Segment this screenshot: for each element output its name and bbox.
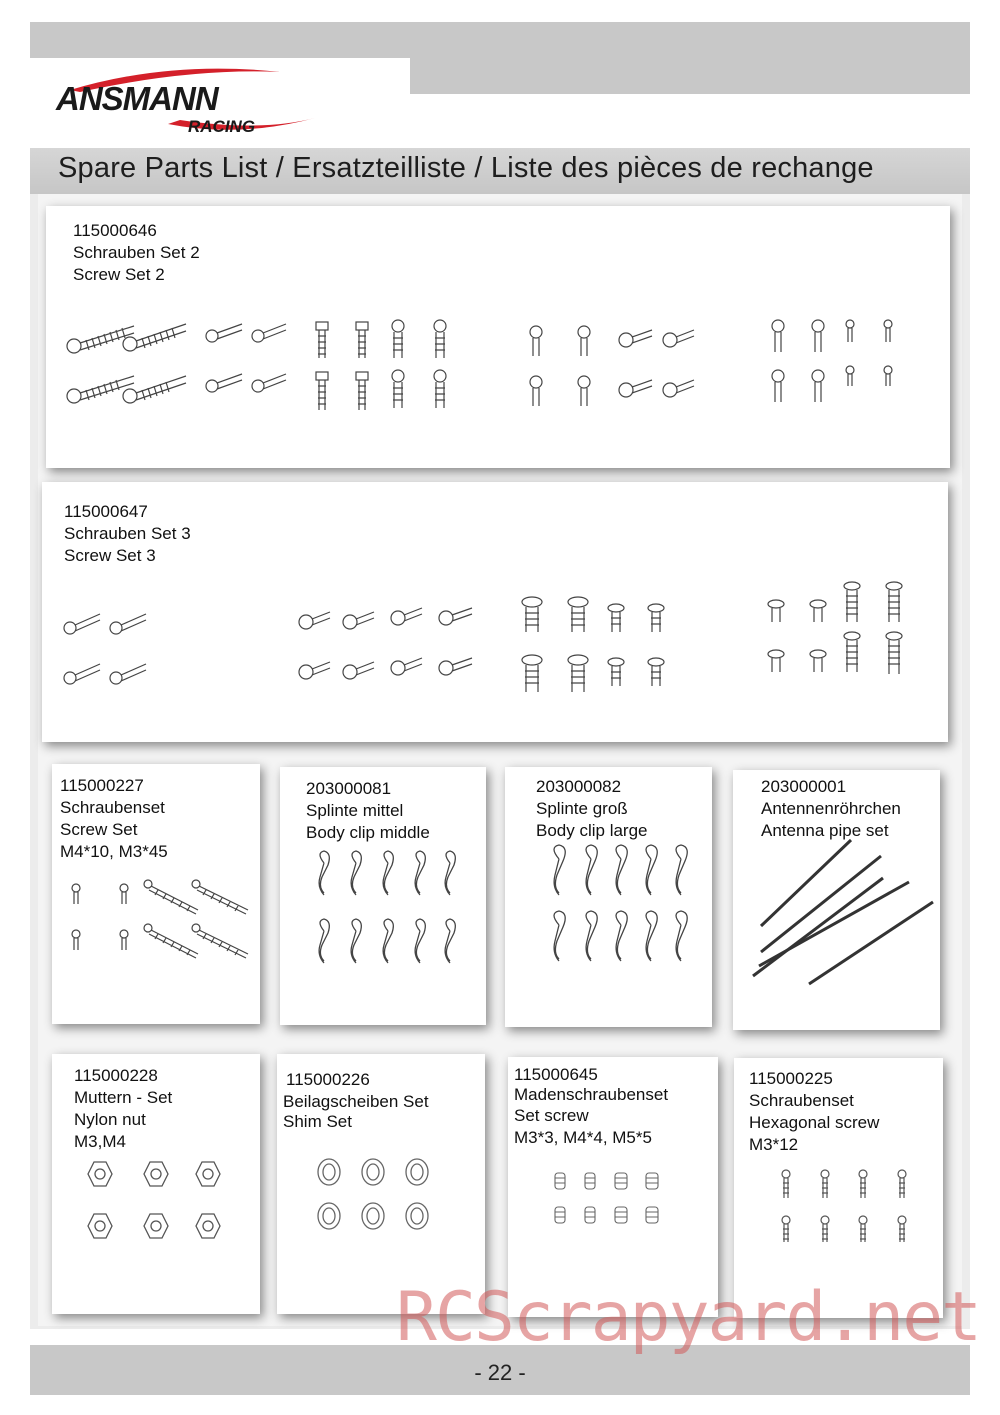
body-clip-icon xyxy=(676,911,687,961)
set-screw-icon xyxy=(585,1173,595,1189)
nut-illustration xyxy=(52,1054,260,1314)
flat-screw-icon xyxy=(568,597,588,632)
vertical-screw-icon xyxy=(434,370,446,408)
shim-washer-icon xyxy=(406,1203,428,1229)
body-clip-icon xyxy=(383,919,393,963)
short-screw-icon xyxy=(391,608,422,625)
short-screw-icon xyxy=(64,664,100,684)
antenna-pipe-icon xyxy=(809,902,933,984)
part-number: 203000001 xyxy=(761,777,847,796)
small-screw-icon xyxy=(72,884,80,904)
body-clip-icon xyxy=(319,851,329,895)
flat-screw-icon xyxy=(648,604,664,632)
body-clip-icon xyxy=(319,919,329,963)
short-screw-icon xyxy=(110,664,146,684)
part-size: M3,M4 xyxy=(74,1132,126,1151)
small-screw-icon xyxy=(812,320,824,352)
hex-screw-icon xyxy=(821,1216,829,1242)
body-clip-icon xyxy=(383,851,393,895)
part-name-de: Schraubenset xyxy=(60,798,165,817)
set-screw-icon xyxy=(585,1207,595,1223)
part-size: M4*10, M3*45 xyxy=(60,842,168,861)
flat-screw-icon xyxy=(844,632,860,672)
button-screw-icon xyxy=(663,330,694,347)
short-screw-icon xyxy=(299,662,330,679)
vertical-screw-icon xyxy=(392,370,404,408)
part-number: 115000227 xyxy=(60,776,144,795)
vertical-screw-icon xyxy=(356,322,368,358)
flat-screw-icon xyxy=(768,600,784,622)
flat-screw-icon xyxy=(522,655,542,692)
part-name-de: Schraubenset xyxy=(749,1091,854,1110)
button-screw-icon xyxy=(663,380,694,397)
page-title: Spare Parts List / Ersatzteilliste / Liste des pièces de rechange xyxy=(58,152,874,184)
hex-screw-icon xyxy=(859,1216,867,1242)
body-clip-icon xyxy=(616,845,627,895)
vertical-screw-icon xyxy=(316,322,328,358)
small-screw-icon xyxy=(72,930,80,950)
hex-screw-icon xyxy=(782,1170,790,1198)
nylon-nut-icon xyxy=(144,1214,168,1238)
clip-illustration xyxy=(280,767,486,1025)
part-number: 115000647 xyxy=(64,502,148,521)
short-screw-icon xyxy=(391,658,422,675)
tiny-screw-icon xyxy=(846,366,854,386)
long-screw-icon xyxy=(192,924,248,958)
svg-text:ANSMANN: ANSMANN xyxy=(56,80,218,117)
flat-screw-icon xyxy=(522,597,542,632)
flat-screw-icon xyxy=(810,650,826,672)
part-number: 115000228 xyxy=(74,1066,158,1085)
part-name-en: Shim Set xyxy=(283,1112,352,1131)
flat-screw-icon xyxy=(568,655,588,692)
short-screw-icon xyxy=(206,374,242,392)
svg-text:RACING: RACING xyxy=(188,117,256,136)
vertical-screw-icon xyxy=(316,372,328,410)
part-size: M3*12 xyxy=(749,1135,799,1154)
nylon-nut-icon xyxy=(144,1162,168,1186)
part-panel-115000647 xyxy=(42,482,948,742)
part-panel-115000227 xyxy=(52,764,260,1024)
vertical-screw-icon xyxy=(434,320,446,358)
part-name-en: Nylon nut xyxy=(74,1110,146,1129)
part-name-de: Madenschraubenset xyxy=(514,1085,669,1104)
small-screw-icon xyxy=(120,930,128,950)
body-clip-icon xyxy=(646,911,657,961)
vertical-screw-icon xyxy=(356,372,368,410)
part-name-en: Screw Set 2 xyxy=(73,265,165,284)
part-name-de: Schrauben Set 3 xyxy=(64,524,191,543)
part-name-de: Beilagscheiben Set xyxy=(283,1092,429,1111)
long-screw-icon xyxy=(123,376,186,403)
part-name-en: Hexagonal screw xyxy=(749,1113,880,1132)
part-name-de: Antennenröhrchen xyxy=(761,799,901,818)
body-clip-icon xyxy=(586,845,597,895)
hex-screw-icon xyxy=(859,1170,867,1198)
small-screw-icon xyxy=(772,370,784,402)
small-screw-icon xyxy=(812,370,824,402)
tiny-screw-icon xyxy=(884,320,892,342)
clip-illustration xyxy=(505,767,712,1027)
tiny-screw-icon xyxy=(846,320,854,342)
part-panel-203000081 xyxy=(280,767,486,1025)
part-panel-203000082 xyxy=(505,767,712,1027)
flat-screw-icon xyxy=(886,582,902,622)
flat-screw-icon xyxy=(768,650,784,672)
part-name-en: Body clip large xyxy=(536,821,648,840)
short-screw-icon xyxy=(343,612,374,629)
part-name-en: Antenna pipe set xyxy=(761,821,889,840)
button-screw-icon xyxy=(578,376,590,406)
part-number: 115000645 xyxy=(514,1065,598,1084)
part-number: 115000225 xyxy=(749,1069,833,1088)
nylon-nut-icon xyxy=(196,1162,220,1186)
set-screw-icon xyxy=(646,1173,658,1189)
ansmann-logo xyxy=(50,62,320,142)
screw-illustration xyxy=(52,764,260,1024)
body-clip-icon xyxy=(351,851,361,895)
button-screw-icon xyxy=(530,376,542,406)
short-screw-icon xyxy=(439,658,472,675)
part-name-en: Screw Set 3 xyxy=(64,546,156,565)
body-clip-icon xyxy=(676,845,687,895)
flat-screw-icon xyxy=(810,600,826,622)
short-screw-icon xyxy=(252,374,286,392)
set-screw-icon xyxy=(615,1207,627,1223)
flat-screw-icon xyxy=(648,658,664,686)
flat-screw-icon xyxy=(886,632,902,674)
screw-illustration xyxy=(46,206,950,468)
flat-screw-icon xyxy=(608,604,624,632)
hex-screw-icon xyxy=(898,1170,906,1198)
part-number: 115000646 xyxy=(73,221,157,240)
set-screw-icon xyxy=(646,1207,658,1223)
long-screw-icon xyxy=(144,880,198,914)
page-number: - 22 - xyxy=(474,1360,526,1385)
long-screw-icon xyxy=(123,324,186,351)
button-screw-icon xyxy=(578,326,590,356)
flat-screw-icon xyxy=(608,658,624,686)
body-clip-icon xyxy=(415,919,425,963)
small-screw-icon xyxy=(772,320,784,352)
button-screw-icon xyxy=(530,326,542,356)
hex-screw-icon xyxy=(821,1170,829,1198)
body-clip-icon xyxy=(616,911,627,961)
part-name-de: Splinte groß xyxy=(536,799,628,818)
body-clip-icon xyxy=(351,919,361,963)
set-screw-icon xyxy=(555,1207,565,1223)
long-screw-icon xyxy=(192,880,248,914)
part-name-de: Muttern - Set xyxy=(74,1088,173,1107)
part-name-de: Splinte mittel xyxy=(306,801,404,820)
nylon-nut-icon xyxy=(196,1214,220,1238)
button-screw-icon xyxy=(619,330,652,347)
short-screw-icon xyxy=(252,324,286,342)
shim-washer-icon xyxy=(406,1159,428,1185)
part-size: M3*3, M4*4, M5*5 xyxy=(514,1128,652,1147)
nylon-nut-icon xyxy=(88,1214,112,1238)
hex-screw-icon xyxy=(782,1216,790,1242)
shim-washer-icon xyxy=(318,1159,340,1185)
hex-screw-icon xyxy=(898,1216,906,1242)
small-screw-icon xyxy=(120,884,128,904)
tiny-screw-icon xyxy=(884,366,892,386)
shim-illustration xyxy=(277,1054,485,1314)
part-name-en: Body clip middle xyxy=(306,823,430,842)
short-screw-icon xyxy=(299,612,330,629)
part-number: 203000081 xyxy=(306,779,392,798)
long-screw-icon xyxy=(144,924,198,958)
shim-washer-icon xyxy=(362,1159,384,1185)
part-panel-203000001 xyxy=(733,770,940,1030)
shim-washer-icon xyxy=(318,1203,340,1229)
body-clip-icon xyxy=(554,911,565,961)
button-screw-icon xyxy=(619,380,652,397)
body-clip-icon xyxy=(445,919,455,963)
body-clip-icon xyxy=(415,851,425,895)
short-screw-icon xyxy=(110,614,146,634)
vertical-screw-icon xyxy=(392,320,404,358)
body-clip-icon xyxy=(554,845,565,895)
part-name-en: Screw Set xyxy=(60,820,138,839)
part-number: 203000082 xyxy=(536,777,622,796)
shim-washer-icon xyxy=(362,1203,384,1229)
nylon-nut-icon xyxy=(88,1162,112,1186)
part-number: 115000226 xyxy=(286,1070,370,1089)
screw-illustration xyxy=(42,482,948,742)
short-screw-icon xyxy=(206,324,242,342)
set-screw-icon xyxy=(615,1173,627,1189)
part-name-en: Set screw xyxy=(514,1106,589,1125)
short-screw-icon xyxy=(439,608,472,625)
part-panel-115000228 xyxy=(52,1054,260,1314)
part-panel-115000646 xyxy=(46,206,950,468)
body-clip-icon xyxy=(646,845,657,895)
short-screw-icon xyxy=(64,614,100,634)
flat-screw-icon xyxy=(844,582,860,622)
short-screw-icon xyxy=(343,662,374,679)
set-screw-icon xyxy=(555,1173,565,1189)
part-panel-115000226 xyxy=(277,1054,485,1314)
watermark: RCScrapyard.net xyxy=(396,1278,981,1357)
body-clip-icon xyxy=(586,911,597,961)
part-name-de: Schrauben Set 2 xyxy=(73,243,200,262)
antenna-pipe-icon xyxy=(753,878,883,976)
antenna-illustration xyxy=(733,770,940,1030)
body-clip-icon xyxy=(445,851,455,895)
